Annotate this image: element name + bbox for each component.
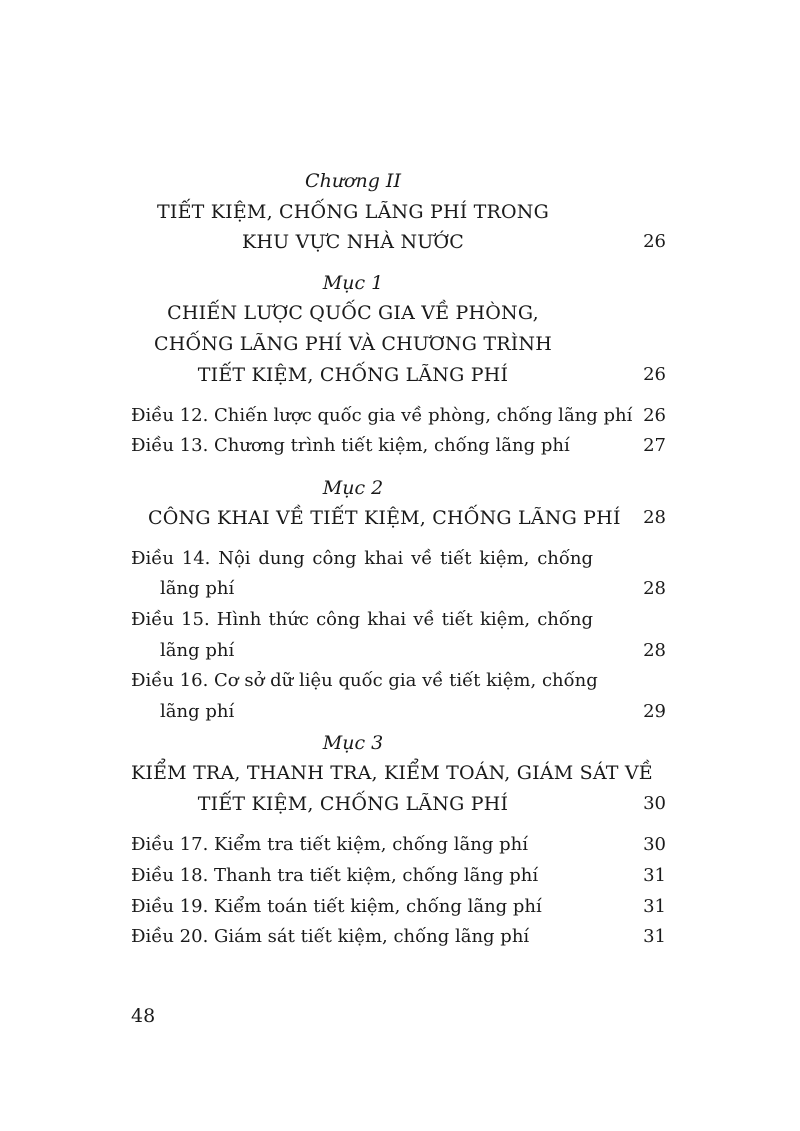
toc-entry-dieu-13-page: 27 xyxy=(643,435,666,456)
section-3-page: 30 xyxy=(643,793,666,814)
toc-entry-dieu-16-page: 29 xyxy=(643,701,666,722)
toc-entry-dieu-18-page: 31 xyxy=(643,865,666,886)
toc-entry-dieu-16-line-2: lãng phí xyxy=(160,701,235,722)
page-number: 48 xyxy=(131,1005,156,1027)
section-1-title-line-3: TIẾT KIỆM, CHỐNG LÃNG PHÍ xyxy=(197,364,509,386)
toc-entry-dieu-15-page: 28 xyxy=(643,640,666,661)
chapter-page: 26 xyxy=(643,231,666,252)
section-1-title-line-2: CHỐNG LÃNG PHÍ VÀ CHƯƠNG TRÌNH xyxy=(153,333,552,355)
chapter-label: Chương II xyxy=(305,170,401,192)
toc-entry-dieu-14-line-2: lãng phí xyxy=(160,578,235,599)
section-1-page: 26 xyxy=(643,364,666,385)
toc-entry-dieu-14-page: 28 xyxy=(643,578,666,599)
section-2-page: 28 xyxy=(643,507,666,528)
toc-entry-dieu-12: Điều 12. Chiến lược quốc gia về phòng, chống lãng phí xyxy=(131,405,633,426)
toc-entry-dieu-19-page: 31 xyxy=(643,896,666,917)
toc-entry-dieu-15-line-2: lãng phí xyxy=(160,640,235,661)
toc-entry-dieu-12-page: 26 xyxy=(643,405,666,426)
toc-entry-dieu-17: Điều 17. Kiểm tra tiết kiệm, chống lãng phí xyxy=(131,834,528,855)
toc-entry-dieu-20: Điều 20. Giám sát tiết kiệm, chống lãng phí xyxy=(131,926,530,947)
chapter-title-line-1: TIẾT KIỆM, CHỐNG LÃNG PHÍ TRONG xyxy=(156,201,550,223)
section-2-title-line-1: CÔNG KHAI VỀ TIẾT KIỆM, CHỐNG LÃNG PHÍ xyxy=(148,507,621,529)
toc-entry-dieu-16-line-1: Điều 16. Cơ sở dữ liệu quốc gia về tiết kiệm, chống xyxy=(131,670,598,691)
section-1-title-line-1: CHIẾN LƯỢC QUỐC GIA VỀ PHÒNG, xyxy=(167,302,539,324)
toc-entry-dieu-17-page: 30 xyxy=(643,834,666,855)
toc-entry-dieu-14-line-1: Điều 14. Nội dung công khai về tiết kiệm, chống xyxy=(131,548,593,569)
section-3-title-line-1: KIỂM TRA, THANH TRA, KIỂM TOÁN, GIÁM SÁT VỀ xyxy=(131,762,653,784)
toc-entry-dieu-19: Điều 19. Kiểm toán tiết kiệm, chống lãng phí xyxy=(131,896,542,917)
section-1-label: Mục 1 xyxy=(322,272,384,294)
toc-entry-dieu-15-line-1: Điều 15. Hình thức công khai về tiết kiệm, chống xyxy=(131,609,593,630)
section-2-label: Mục 2 xyxy=(322,477,384,499)
toc-entry-dieu-18: Điều 18. Thanh tra tiết kiệm, chống lãng phí xyxy=(131,865,539,886)
section-3-label: Mục 3 xyxy=(322,732,384,754)
chapter-title-line-2: KHU VỰC NHÀ NƯỚC xyxy=(241,231,465,253)
section-3-title-line-2: TIẾT KIỆM, CHỐNG LÃNG PHÍ xyxy=(197,793,509,815)
toc-entry-dieu-20-page: 31 xyxy=(643,926,666,947)
toc-entry-dieu-13: Điều 13. Chương trình tiết kiệm, chống lãng phí xyxy=(131,435,570,456)
